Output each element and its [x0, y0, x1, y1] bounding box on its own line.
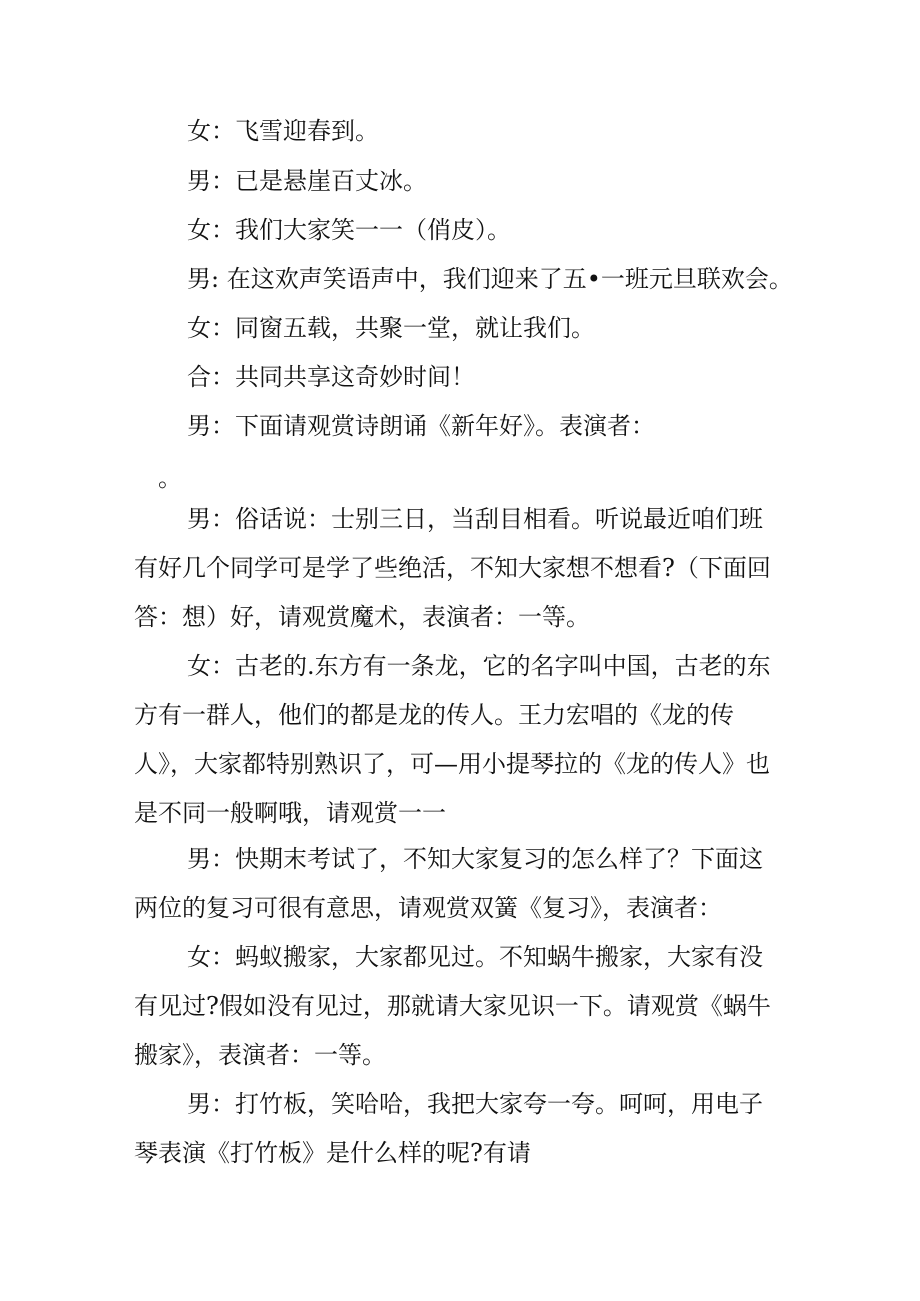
dialogue-line: 男：打竹板，笑哈哈，我把大家夸一夸。呵呵，用电子 [187, 1090, 763, 1118]
dialogue-line: 琴表演《打竹板》是什么样的呢?有请 [134, 1139, 531, 1167]
dialogue-line: 搬家》，表演者：一等。 [134, 1041, 386, 1069]
dialogue-line: 有好几个同学可是学了些绝活，不知大家想不想看?（下面回 [134, 554, 771, 582]
dialogue-line: 女：同窗五载，共聚一堂，就让我们。 [187, 314, 595, 342]
dialogue-line: 男：已是悬崖百丈冰。 [187, 167, 427, 195]
dialogue-line: 女：飞雪迎春到。 [187, 117, 379, 145]
dialogue-line: 答：想）好，请观赏魔术，表演者：一等。 [134, 603, 590, 631]
dialogue-line: 女：蚂蚁搬家，大家都见过。不知蜗牛搬家，大家有没 [187, 943, 763, 971]
dialogue-line: 男：俗话说：士别三日，当刮目相看。听说最近咱们班 [187, 505, 763, 533]
dialogue-line: 有见过?假如没有见过，那就请大家见识一下。请观赏《蜗牛 [134, 992, 771, 1020]
dialogue-line: 女：我们大家笑一一（俏皮）。 [187, 216, 511, 244]
dialogue-line: 男：下面请观赏诗朗诵《新年好》。表演者： [187, 412, 655, 440]
dialogue-line: 男: 在这欢声笑语声中，我们迎来了五•一班元旦联欢会。 [187, 265, 793, 293]
dialogue-line: 是不同一般啊哦，请观赏一一 [134, 799, 446, 827]
dialogue-line: 两位的复习可很有意思，请观赏双簧《复习》，表演者： [134, 894, 722, 922]
dialogue-line: 人》，大家都特别熟识了，可—用小提琴拉的《龙的传人》也 [134, 750, 770, 778]
dialogue-line: 合：共同共享这奇妙时间！ [187, 363, 475, 391]
dialogue-line: 。 [158, 464, 182, 492]
dialogue-line: 方有一群人，他们的都是龙的传人。王力宏唱的《龙的传 [134, 701, 734, 729]
dialogue-line: 男：快期末考试了，不知大家复习的怎么样了？下面这 [187, 845, 763, 873]
dialogue-line: 女：古老的.东方有一条龙，它的名字叫中国，古老的东 [187, 652, 771, 680]
